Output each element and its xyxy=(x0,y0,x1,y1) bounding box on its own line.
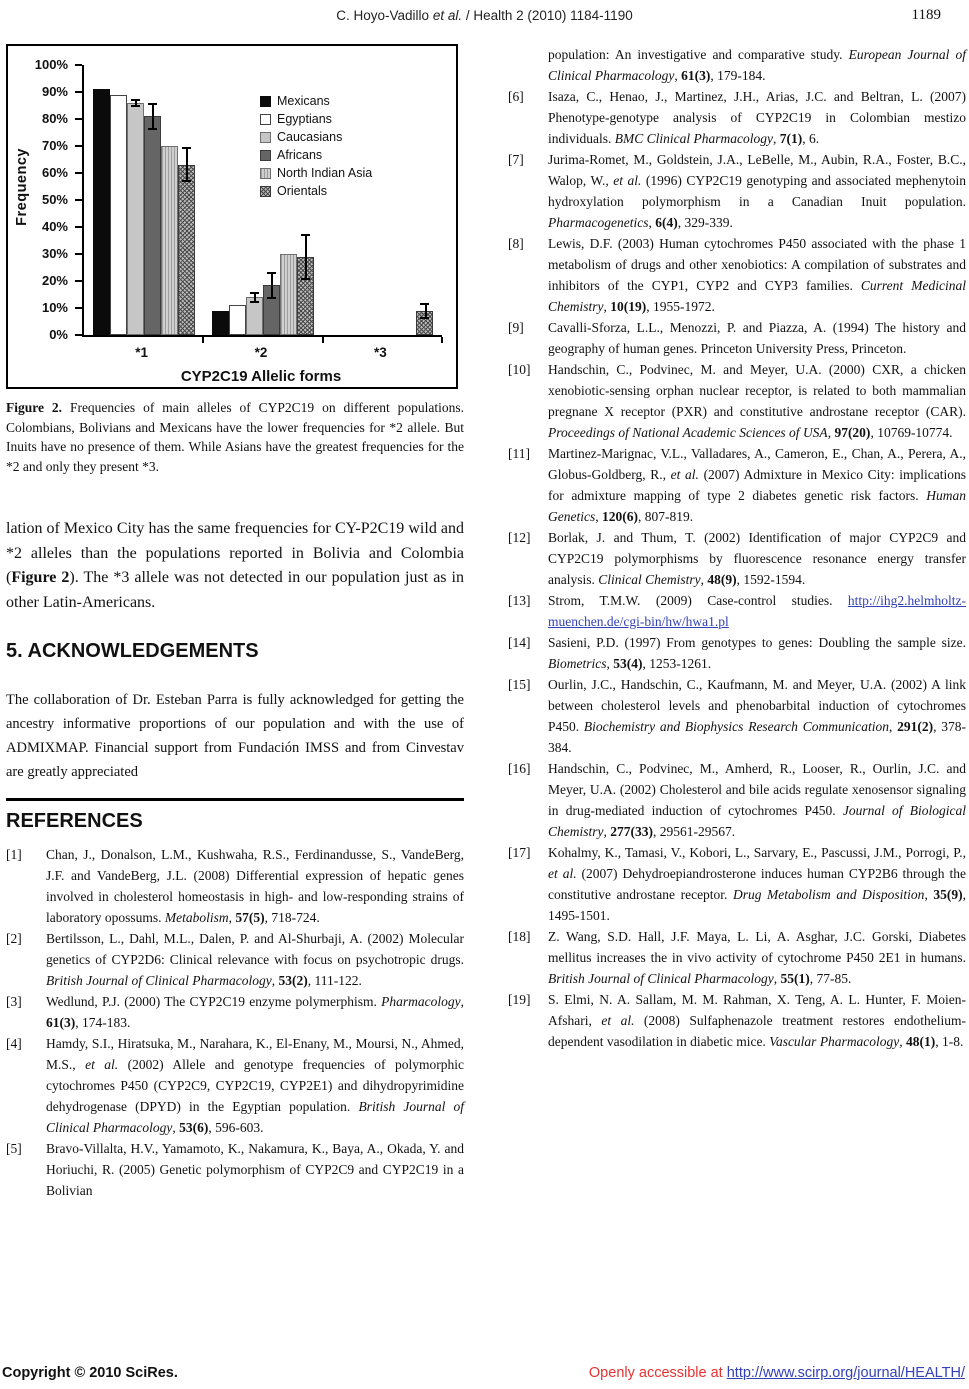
reference-number: [16] xyxy=(508,761,531,776)
legend-label: North Indian Asia xyxy=(277,166,373,180)
text-segment: 57(5) xyxy=(235,910,265,926)
text-segment: Frequencies of main alleles of CYP2C19 on different populations. Colombians, Bolivians and Mexicans have the lower frequencies for *2 allele. But Inuits have no presence of them. While Asians have the greatest frequencies for the *2 and only they present *3. xyxy=(6,400,464,474)
reference-text xyxy=(46,1141,464,1198)
bar-slot xyxy=(399,65,416,335)
y-tick-label: 80% xyxy=(41,111,68,126)
text-segment: , xyxy=(460,994,464,1010)
text-segment: , 174-183. xyxy=(75,1015,131,1031)
y-tick-mark xyxy=(75,226,82,228)
references-heading: REFERENCES xyxy=(6,810,143,833)
bar-caucasians xyxy=(246,297,263,335)
text-segment: , 718-724. xyxy=(264,910,320,926)
reference-number: [2] xyxy=(6,931,22,947)
text-segment: , 6. xyxy=(802,131,820,146)
reference-text xyxy=(548,845,966,923)
text-segment: British Journal of Clinical Pharmacology xyxy=(548,971,774,986)
text-segment: / Health 2 (2010) 1184-1190 xyxy=(462,8,633,23)
reference-text xyxy=(548,446,966,524)
text-segment: Bertilsson, L., Dahl, M.L., Dalen, P. and Al-Shurbaji, A. (2002) Molecular genetics of CYP2D6: Clinical relevance with focus on psychotropic drugs. xyxy=(46,931,464,968)
text-segment: , 378-384. xyxy=(548,719,967,755)
reference-item xyxy=(508,527,966,590)
error-bar xyxy=(131,99,140,107)
reference-number: [7] xyxy=(508,152,524,167)
text-segment: , 1495-1501. xyxy=(548,887,966,923)
hyperlink[interactable]: http://ihg2.helmholtz-muenchen.de/cgi-bin/hw/hwa1.pl xyxy=(548,593,966,629)
text-segment: (2007) Dehydroepiandrosterone induces human CYP2B6 through the constitutive androstane receptor. xyxy=(548,866,966,902)
figure-2-chart xyxy=(6,44,458,389)
text-segment: 55(1) xyxy=(780,971,810,986)
text-segment: Isaza, C., Henao, J., Martinez, J.H., Arias, J.C. and Beltran, L. (2007) Phenotype-genotype analysis of CYP2C19 in Colombian mestizo individuals. xyxy=(548,89,966,146)
reference-item xyxy=(508,233,966,317)
text-segment: Clinical Chemistry xyxy=(598,572,701,587)
text-segment: Metabolism xyxy=(164,910,229,926)
text-segment: British Journal of Clinical Pharmacology xyxy=(46,1099,464,1136)
text-segment: (2002) Allele and genotype frequencies of polymorphic cytochromes P450 (CYP2C9, CYP2C19, CYP2E1) and dihydropyrimidine dehydrogenase (DPYD) in the Egyptian population. xyxy=(46,1057,464,1115)
error-bar-line xyxy=(152,103,154,130)
reference-item xyxy=(6,844,464,928)
text-segment: et al. xyxy=(613,173,642,188)
reference-number: [13] xyxy=(508,593,531,608)
y-tick-label: 40% xyxy=(41,219,68,234)
legend-label: Africans xyxy=(277,148,323,162)
right-column xyxy=(508,44,966,1201)
text-segment: Figure 2 xyxy=(11,569,70,587)
text-segment: , 1253-1261. xyxy=(642,656,712,671)
y-axis-tick-labels xyxy=(8,57,72,342)
y-tick-label: 20% xyxy=(41,273,68,288)
reference-text xyxy=(548,89,966,146)
bar-caucasians xyxy=(127,103,144,335)
y-tick-mark xyxy=(75,307,82,309)
reference-text xyxy=(548,761,966,839)
y-tick-mark xyxy=(75,172,82,174)
text-segment: , xyxy=(228,910,236,926)
text-segment: Ourlin, J.C., Handschin, C., Kaufmann, M. and Meyer, U.A. (2002) A link between cholesterol levels and phenobarbital induction of cytochromes P450. xyxy=(548,677,966,734)
text-segment: Cavalli-Sforza, L.L., Menozzi, P. and Piazza, A. (1994) The history and geography of human genes. Princeton University Press, Princeton. xyxy=(548,320,966,356)
reference-number: [12] xyxy=(508,530,531,545)
text-segment: , xyxy=(271,973,279,989)
reference-text xyxy=(548,635,966,671)
acknowledgements-heading: 5. ACKNOWLEDGEMENTS xyxy=(6,640,259,663)
legend-item xyxy=(260,94,372,108)
y-tick-mark xyxy=(75,145,82,147)
text-segment: 277(33) xyxy=(610,824,653,839)
text-segment: 35(9) xyxy=(933,887,963,902)
x-tick-mark xyxy=(202,337,204,343)
reference-item xyxy=(508,842,966,926)
x-tick-label: *3 xyxy=(373,345,387,360)
reference-text xyxy=(548,320,966,356)
reference-item xyxy=(6,928,464,991)
text-segment: Biochemistry and Biophysics Research Communication xyxy=(583,719,889,734)
reference-text xyxy=(548,992,966,1049)
bar-slot xyxy=(127,65,144,335)
text-segment: Pharmacology xyxy=(381,994,461,1010)
reference-item xyxy=(508,443,966,527)
x-tick-mark xyxy=(441,337,443,343)
text-segment: , xyxy=(899,1034,907,1049)
text-segment: BMC Clinical Pharmacology xyxy=(614,131,773,146)
text-segment: (1996) CYP2C19 genotyping and associated mephenytoin hydroxylation polymorphism in a Canadian Inuit population. xyxy=(548,173,966,209)
text-segment: Drug Metabolism and Disposition xyxy=(733,887,925,902)
text-segment: 48(9) xyxy=(707,572,737,587)
reference-text xyxy=(548,152,966,230)
text-segment: , 179-184. xyxy=(710,68,766,83)
legend-item xyxy=(260,166,372,180)
error-bar xyxy=(250,292,259,303)
text-segment: 120(6) xyxy=(601,509,638,524)
reference-text xyxy=(46,847,464,925)
reference-item xyxy=(508,317,966,359)
text-segment: Wedlund, P.J. (2000) The CYP2C19 enzyme polymerphism. xyxy=(46,994,382,1010)
legend-label: Caucasians xyxy=(277,130,343,144)
text-segment: British Journal of Clinical Pharmacology xyxy=(46,973,272,989)
bar-slot xyxy=(178,65,195,335)
text-segment: 61(3) xyxy=(46,1015,76,1031)
text-segment: , xyxy=(773,971,781,986)
reference-text xyxy=(46,1036,464,1135)
reference-number: [11] xyxy=(508,446,530,461)
bar-slot xyxy=(110,65,127,335)
reference-text xyxy=(548,47,966,83)
chart-legend xyxy=(260,94,372,202)
y-tick-mark xyxy=(75,199,82,201)
reference-item xyxy=(6,1138,464,1201)
text-segment: Handschin, C., Podvinec, M., Amherd, R., Looser, R., Ourlin, J.C. and Meyer, U.A. (2002) Cholesterol and bile acids regulate xenosensor signaling in drug-mediated induction of cytochromes P450. xyxy=(548,761,966,818)
error-bar-line xyxy=(271,272,273,299)
bar-slot xyxy=(93,65,110,335)
text-segment: 6(4) xyxy=(655,215,678,230)
legend-label: Mexicans xyxy=(277,94,330,108)
reference-number: [9] xyxy=(508,320,524,335)
reference-number: [4] xyxy=(6,1036,22,1052)
reference-number: [6] xyxy=(508,89,524,104)
legend-label: Orientals xyxy=(277,184,328,198)
figure-caption xyxy=(6,398,464,476)
y-tick-label: 50% xyxy=(41,192,68,207)
reference-item xyxy=(508,86,966,149)
reference-text xyxy=(548,362,966,440)
x-axis-title: CYP2C19 Allelic forms xyxy=(180,368,342,385)
text-segment: Strom, T.M.W. (2009) Case-control studies. xyxy=(548,593,848,608)
text-segment: , 29561-29567. xyxy=(653,824,736,839)
reference-item xyxy=(508,674,966,758)
text-segment: , 77-85. xyxy=(809,971,852,986)
text-segment: Openly accessible at xyxy=(588,1365,727,1381)
error-bar xyxy=(301,234,310,280)
text-segment: Z. Wang, S.D. Hall, J.F. Maya, L. Li, A. Asghar, J.C. Gorski, Diabetes mellitus increases the in vivo activity of cytochrome P450 2E1 in humans. xyxy=(548,929,966,965)
text-segment: , xyxy=(172,1120,180,1136)
text-segment: Proceedings of National Academic Sciences of USA xyxy=(548,425,828,440)
bar-slot xyxy=(212,65,229,335)
text-segment: et al. xyxy=(670,467,699,482)
reference-number: [1] xyxy=(6,847,22,863)
text-segment: Chan, J., Donalson, L.M., Kushwaha, R.S., Ferdinandusse, S., VandeBerg, J.F. and VandeBerg, J.L. (2008) Differential expression of hepatic genes involved in cholesterol homeostasis in high- and low-responding strains of laboratory opossums. xyxy=(46,847,464,926)
text-segment: et al. xyxy=(85,1057,119,1073)
reference-number: [17] xyxy=(508,845,531,860)
legend-swatch-icon xyxy=(260,150,271,161)
reference-number: [5] xyxy=(6,1141,22,1157)
text-segment: ). The *3 allele was not detected in our population just as in other Latin-Americans. xyxy=(6,569,465,611)
body-paragraph xyxy=(6,517,464,615)
text-segment: European Journal of Clinical Pharmacology xyxy=(548,47,966,83)
y-tick-label: 90% xyxy=(41,84,68,99)
text-segment: Hamdy, S.I., Hiratsuka, M., Narahara, K., El-Enany, M., Moursi, N., Ahmed, M.S., xyxy=(46,1036,464,1073)
text-segment: Biometrics xyxy=(548,656,607,671)
reference-item xyxy=(508,44,966,86)
text-segment: , xyxy=(888,719,898,734)
y-tick-mark xyxy=(75,334,82,336)
bar-slot xyxy=(144,65,161,335)
text-segment: Figure 2. xyxy=(6,400,63,415)
bar-slot xyxy=(382,65,399,335)
reference-text xyxy=(548,530,966,587)
x-axis-tick-labels xyxy=(82,345,440,360)
references-list-left xyxy=(6,844,464,1201)
two-column-layout xyxy=(6,44,966,1201)
y-tick-mark xyxy=(75,280,82,282)
legend-item xyxy=(260,184,372,198)
copyright-text: Copyright © 2010 SciRes. xyxy=(2,1365,178,1381)
text-segment: , xyxy=(603,824,611,839)
error-bar-line xyxy=(254,292,256,303)
legend-item xyxy=(260,148,372,162)
text-segment: lation of Mexico City has the same frequencies for CY-P2C19 wild and *2 alleles than the populations reported in Bolivia and Colombia ( xyxy=(6,520,464,587)
text-segment: , xyxy=(603,299,611,314)
reference-item xyxy=(508,149,966,233)
y-tick-label: 10% xyxy=(41,300,68,315)
text-segment: , xyxy=(827,425,835,440)
reference-item xyxy=(508,989,966,1052)
text-segment: 48(1) xyxy=(906,1034,936,1049)
page-footer xyxy=(2,1365,965,1381)
y-tick-mark xyxy=(75,91,82,93)
text-segment: , xyxy=(674,68,682,83)
reference-text xyxy=(548,593,966,629)
text-segment: Vascular Pharmacology xyxy=(769,1034,900,1049)
acknowledgements-text: The collaboration of Dr. Esteban Parra is fully acknowledged for getting the ancestry informative proportions of our population and with the use of ADMIXMAP. Financial support from Fundación IMSS and from Cinvestav are greatly appreciated xyxy=(6,692,464,781)
bar-africans xyxy=(144,116,161,335)
y-tick-label: 30% xyxy=(41,246,68,261)
text-segment: et al. xyxy=(601,1013,635,1028)
y-tick-label: 60% xyxy=(41,165,68,180)
y-tick-label: 100% xyxy=(34,57,68,72)
text-segment: Sasieni, P.D. (1997) From genotypes to genes: Doubling the sample size. xyxy=(548,635,966,650)
error-bar xyxy=(267,272,276,299)
text-segment: 53(4) xyxy=(613,656,643,671)
error-bar-line xyxy=(135,99,137,107)
text-segment: , xyxy=(595,509,602,524)
text-segment: , 1592-1594. xyxy=(736,572,806,587)
text-segment: C. Hoyo-Vadillo xyxy=(336,8,433,23)
legend-swatch-icon xyxy=(260,96,271,107)
text-segment: Jurima-Romet, M., Goldstein, J.A., LeBelle, M., Aubin, R.A., Foster, B.C., Walop, W., xyxy=(548,152,966,188)
legend-swatch-icon xyxy=(260,168,271,179)
page-number: 1189 xyxy=(911,7,941,23)
reference-item xyxy=(6,991,464,1033)
text-segment: 97(20) xyxy=(834,425,871,440)
text-segment: 53(6) xyxy=(179,1120,209,1136)
legend-swatch-icon xyxy=(260,186,271,197)
text-segment: et al. xyxy=(548,866,577,881)
bar-group-allele-1 xyxy=(84,65,203,335)
reference-number: [15] xyxy=(508,677,531,692)
bar-slot xyxy=(229,65,246,335)
bar-mexicans xyxy=(93,89,110,335)
legend-swatch-icon xyxy=(260,114,271,125)
reference-item xyxy=(508,359,966,443)
text-segment: , 596-603. xyxy=(208,1120,264,1136)
bar-slot xyxy=(416,65,433,335)
text-segment: et al. xyxy=(432,8,463,23)
text-segment: 7(1) xyxy=(779,131,803,146)
legend-swatch-icon xyxy=(260,132,271,143)
text-segment: 291(2) xyxy=(897,719,934,734)
reference-text xyxy=(548,677,966,755)
text-segment: , xyxy=(924,887,934,902)
text-segment: Lewis, D.F. (2003) Human cytochromes P450 associated with the phase 1 metabolism of drugs and other xenobiotics: A compilation of substrates and inhibitors of the CYP1, CYP2 and CYP3 families. xyxy=(548,236,966,293)
reference-number: [3] xyxy=(6,994,22,1010)
text-segment: population: An investigative and comparative study. xyxy=(548,47,849,62)
bar-mexicans xyxy=(212,311,229,335)
text-segment: (2007) Admixture in Mexico City: implications for admixture mapping of type 2 diabetes genetic risk factors. xyxy=(548,467,966,503)
reference-item xyxy=(508,926,966,989)
text-segment: , 329-339. xyxy=(677,215,733,230)
text-segment: , xyxy=(700,572,708,587)
text-segment: Martinez-Marignac, V.L., Valladares, A., Cameron, E., Chan, A., Perera, A., Globus-Goldberg, R., xyxy=(548,446,966,482)
error-bar-line xyxy=(425,303,427,319)
reference-number: [19] xyxy=(508,992,531,1007)
text-segment: 10(19) xyxy=(610,299,647,314)
error-bar xyxy=(420,303,429,319)
reference-item xyxy=(508,632,966,674)
reference-number: [18] xyxy=(508,929,531,944)
left-column xyxy=(6,44,464,1201)
access-statement xyxy=(589,1365,965,1381)
error-bar xyxy=(182,147,191,182)
bar-orientals xyxy=(178,165,195,335)
section-divider xyxy=(6,798,464,801)
text-segment: , 807-819. xyxy=(637,509,694,524)
running-header xyxy=(0,8,969,23)
x-tick-mark xyxy=(322,337,324,343)
x-tick-label: *2 xyxy=(254,345,268,360)
reference-item xyxy=(508,590,966,632)
text-segment: , xyxy=(648,215,656,230)
reference-number: [10] xyxy=(508,362,531,377)
error-bar xyxy=(148,103,157,130)
text-segment: (2008) Sulfaphenazole treatment restores endothelium-dependent vasodilation in diabetic mice. xyxy=(548,1013,966,1049)
error-bar-line xyxy=(186,147,188,182)
text-segment: Kohalmy, K., Tamasi, V., Kobori, L., Sarvary, E., Pascussi, J.M., Porrogi, P., xyxy=(548,845,966,860)
error-bar-line xyxy=(305,234,307,280)
y-tick-mark xyxy=(75,64,82,66)
text-segment: Journal of Biological Chemistry xyxy=(548,803,966,839)
y-tick-label: 0% xyxy=(49,327,68,342)
text-segment: Bravo-Villalta, H.V., Yamamoto, K., Nakamura, K., Baya, A., Okada, Y. and Horiuchi, R. (2005) Genetic polymorphism of CYP2C9 and CYP2C19 in a Bolivian xyxy=(46,1141,464,1199)
y-tick-label: 70% xyxy=(41,138,68,153)
y-tick-mark xyxy=(75,253,82,255)
legend-item xyxy=(260,130,372,144)
reference-text xyxy=(548,236,966,314)
reference-text xyxy=(46,931,464,988)
text-segment: , 10769-10774. xyxy=(870,425,953,440)
text-segment: , xyxy=(606,656,614,671)
reference-item xyxy=(508,758,966,842)
text-segment: S. Elmi, N. A. Sallam, M. M. Rahman, X. Teng, A. L. Hunter, F. Moien-Afshari, xyxy=(548,992,966,1028)
text-segment: 61(3) xyxy=(681,68,711,83)
text-segment: Pharmacogenetics xyxy=(548,215,649,230)
reference-number: [14] xyxy=(508,635,531,650)
x-tick-label: *1 xyxy=(135,345,149,360)
legend-label: Egyptians xyxy=(277,112,332,126)
text-segment: , 1-8. xyxy=(935,1034,964,1049)
bar-egyptians xyxy=(229,305,246,335)
reference-item xyxy=(6,1033,464,1138)
bar-north-indian-asia xyxy=(161,146,178,335)
text-segment: , 1955-1972. xyxy=(646,299,715,314)
text-segment: Current Medicinal Chemistry xyxy=(548,278,966,314)
legend-item xyxy=(260,112,372,126)
hyperlink[interactable]: http://www.scirp.org/journal/HEALTH/ xyxy=(726,1365,965,1381)
bar-north-indian-asia xyxy=(280,254,297,335)
references-list-right xyxy=(508,44,966,1052)
text-segment: , 111-122. xyxy=(307,973,362,989)
text-segment: Borlak, J. and Thum, T. (2002) Identification of major CYP2C9 and CYP2C19 polymorphisms by fluorescence resonance energy transfer analysis. xyxy=(548,530,966,587)
y-tick-mark xyxy=(75,118,82,120)
text-segment: , xyxy=(772,131,780,146)
text-segment: 53(2) xyxy=(278,973,308,989)
text-segment: Handschin, C., Podvinec, M. and Meyer, U.A. (2000) CXR, a chicken xenobiotic-sensing orphan nuclear receptor, is related to both mammalian pregnane X receptor (PXR) and constitutive androstane receptor (CAR). xyxy=(548,362,966,419)
bar-egyptians xyxy=(110,95,127,335)
text-segment: Human Genetics xyxy=(548,488,966,524)
reference-text xyxy=(46,994,464,1030)
reference-number: [8] xyxy=(508,236,524,251)
bar-slot xyxy=(161,65,178,335)
reference-text xyxy=(548,929,966,986)
y-axis-title: Frequency xyxy=(14,148,30,226)
